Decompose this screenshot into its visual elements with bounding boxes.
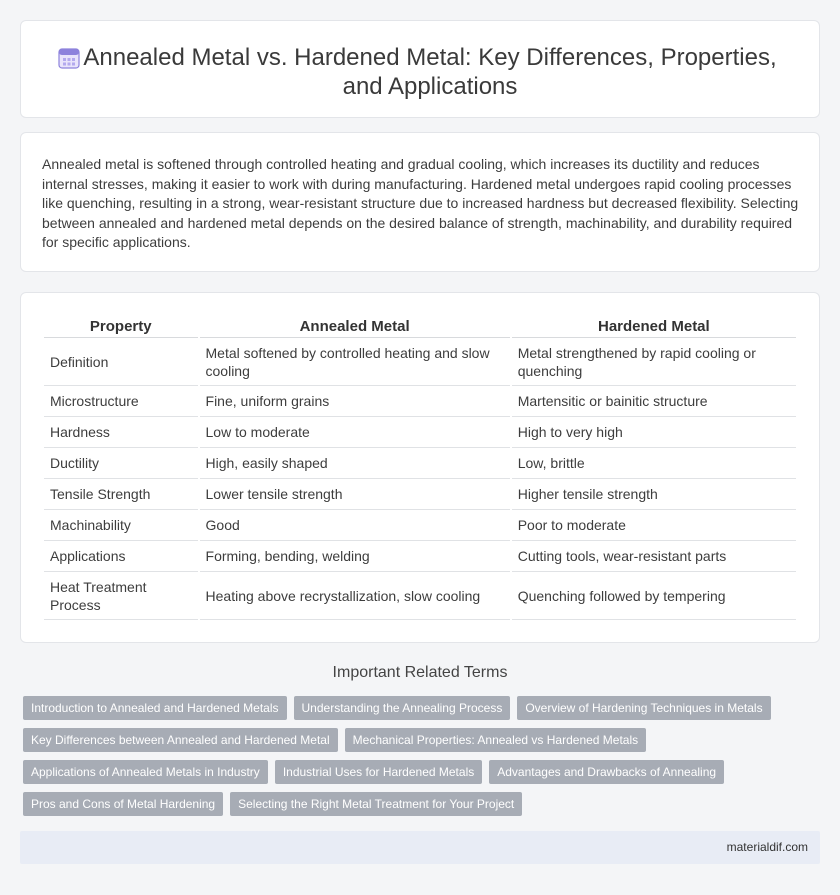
- table-cell: Forming, bending, welding: [200, 541, 510, 572]
- related-term-tag[interactable]: Pros and Cons of Metal Hardening: [23, 792, 223, 816]
- comparison-table-card: [20, 292, 820, 643]
- table-cell: Heat Treatment Process: [44, 572, 198, 620]
- column-header: Hardened Metal: [512, 315, 796, 338]
- related-term-tag[interactable]: Applications of Annealed Metals in Industry: [23, 760, 268, 784]
- related-term-tag[interactable]: Mechanical Properties: Annealed vs Hardened Metals: [345, 728, 647, 752]
- related-terms-list: [23, 696, 823, 824]
- intro-card: [20, 132, 820, 272]
- related-terms-heading: Important Related Terms: [332, 664, 508, 681]
- page-title: Annealed Metal vs. Hardened Metal: Key Differences, Properties, and Applications: [83, 44, 777, 100]
- table-cell: Low, brittle: [512, 448, 796, 479]
- related-term-tag[interactable]: Overview of Hardening Techniques in Metals: [517, 696, 770, 720]
- column-header: Annealed Metal: [200, 315, 510, 338]
- table-cell: Applications: [44, 541, 198, 572]
- footer-site-link[interactable]: materialdif.com: [726, 840, 808, 854]
- intro-paragraph: Annealed metal is softened through controlled heating and gradual cooling, which increases its ductility and reduces internal stresses, making it easier to work with during manufacturing. Hardened metal undergoes rapid cooling processes like quenching, resulting in a strong, wear-resistant structure due to increased hardness but decreased flexibility. Selecting between annealed and hardened metal depends on the desired balance of strength, machinability, and durability required for specific applications.: [42, 156, 799, 251]
- table-cell: Good: [200, 510, 510, 541]
- table-cell: Microstructure: [44, 386, 198, 417]
- table-cell: Tensile Strength: [44, 479, 198, 510]
- table-row: [44, 510, 796, 541]
- table-cell: Low to moderate: [200, 417, 510, 448]
- table-cell: Fine, uniform grains: [200, 386, 510, 417]
- table-cell: High to very high: [512, 417, 796, 448]
- table-row: [44, 572, 796, 620]
- table-row: [44, 338, 796, 386]
- table-cell: Cutting tools, wear-resistant parts: [512, 541, 796, 572]
- table-cell: Martensitic or bainitic structure: [512, 386, 796, 417]
- related-term-tag[interactable]: Understanding the Annealing Process: [294, 696, 511, 720]
- table-row: [44, 479, 796, 510]
- table-cell: High, easily shaped: [200, 448, 510, 479]
- table-cell: Poor to moderate: [512, 510, 796, 541]
- table-header-row: [44, 315, 796, 338]
- table-row: [44, 386, 796, 417]
- table-cell: Ductility: [44, 448, 198, 479]
- table-cell: Definition: [44, 338, 198, 386]
- table-cell: Lower tensile strength: [200, 479, 510, 510]
- related-term-tag[interactable]: Industrial Uses for Hardened Metals: [275, 760, 482, 784]
- table-row: [44, 541, 796, 572]
- comparison-table: [42, 315, 798, 620]
- column-header: Property: [44, 315, 198, 338]
- table-cell: Quenching followed by tempering: [512, 572, 796, 620]
- related-term-tag[interactable]: Selecting the Right Metal Treatment for Your Project: [230, 792, 522, 816]
- footer: [20, 831, 820, 864]
- table-row: [44, 417, 796, 448]
- header-card: [20, 20, 820, 118]
- related-term-tag[interactable]: Key Differences between Annealed and Hardened Metal: [23, 728, 338, 752]
- related-term-tag[interactable]: Introduction to Annealed and Hardened Metals: [23, 696, 287, 720]
- table-row: [44, 448, 796, 479]
- table-cell: Machinability: [44, 510, 198, 541]
- related-term-tag[interactable]: Advantages and Drawbacks of Annealing: [489, 760, 724, 784]
- table-cell: Heating above recrystallization, slow cooling: [200, 572, 510, 620]
- table-cell: Higher tensile strength: [512, 479, 796, 510]
- table-cell: Metal strengthened by rapid cooling or quenching: [512, 338, 796, 386]
- table-cell: Metal softened by controlled heating and slow cooling: [200, 338, 510, 386]
- table-cell: Hardness: [44, 417, 198, 448]
